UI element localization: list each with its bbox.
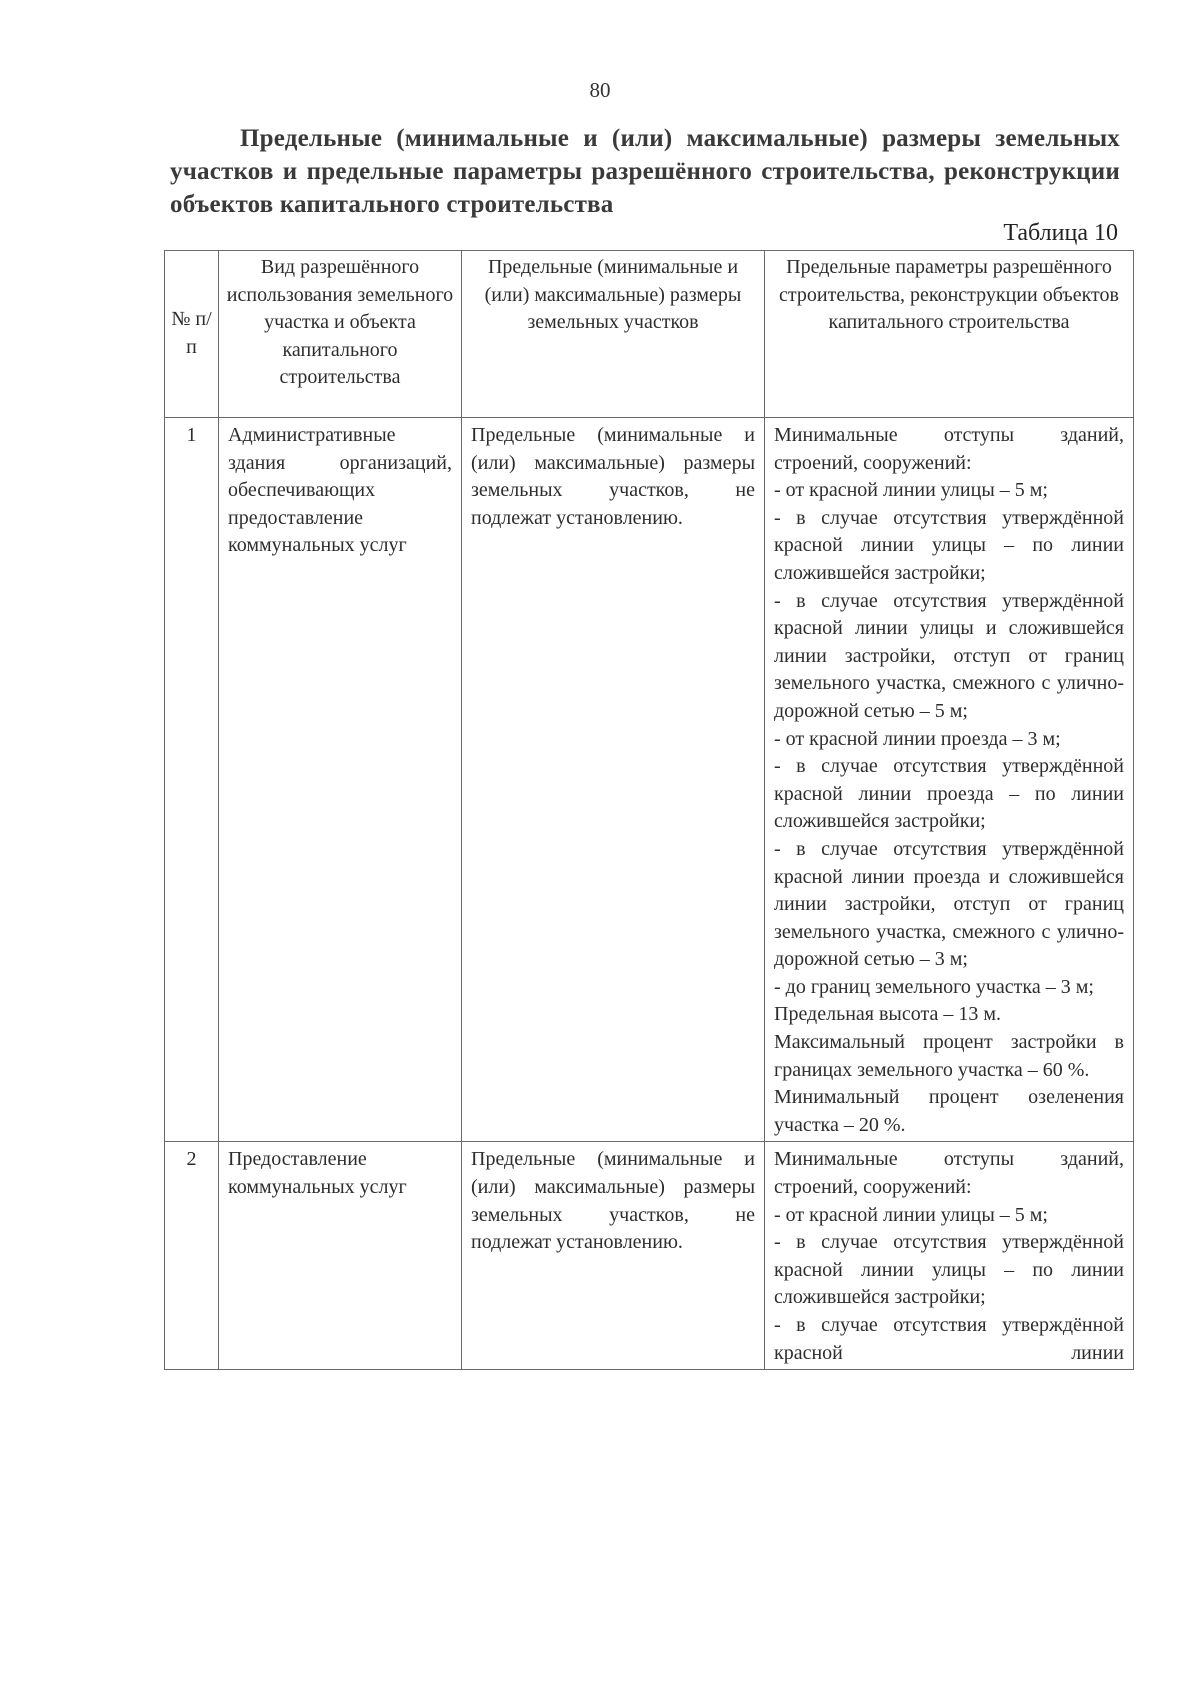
param-line: - от красной линии улицы – 5 м;	[774, 1203, 1048, 1226]
page-number: 80	[589, 78, 611, 102]
param-line: - в случае отсутствия утверждённой красной линии	[774, 1314, 1124, 1364]
param-line: - в случае отсутствия утверждённой красной линии проезда и сложившейся линии застройки, отступ от границ земельного участка, смежного с улично-дорожной сетью – 3 м;	[774, 837, 1124, 971]
param-line: - от красной линии улицы – 5 м;	[774, 479, 1048, 502]
table-caption: Таблица 10	[1003, 220, 1118, 246]
header-plot-size: Предельные (минимальные и (или) максимальные) размеры земельных участков	[462, 251, 765, 418]
document-title: Предельные (минимальные и (или) максимальные) размеры земельных участков и предельные параметры разрешённого строительства, реконструкции объектов капитального строительства	[170, 125, 1120, 218]
row-build-params	[765, 418, 1134, 1142]
param-line: - в случае отсутствия утверждённой красной линии улицы и сложившейся линии застройки, отступ от границ земельного участка, смежного с улично-дорожной сетью – 5 м;	[774, 589, 1124, 722]
table-row	[165, 1142, 1134, 1370]
row-plot-size: Предельные (минимальные и (или) максимальные) размеры земельных участков, не подлежат установлению.	[462, 418, 765, 1142]
row-use-type: Предоставление коммунальных услуг	[219, 1142, 462, 1370]
header-number: № п/п	[165, 251, 219, 418]
param-line: - в случае отсутствия утверждённой красной линии проезда – по линии сложившейся застройки;	[774, 755, 1124, 833]
zoning-parameters-table	[164, 250, 1134, 1370]
param-line: Минимальные отступы зданий, строений, сооружений:	[774, 1148, 1124, 1199]
param-line: Минимальный процент озеленения участка – 20 %.	[774, 1086, 1124, 1136]
param-line: Минимальные отступы зданий, строений, сооружений:	[774, 424, 1124, 474]
table-row	[165, 418, 1134, 1142]
param-line: - от красной линии проезда – 3 м;	[774, 727, 1061, 750]
param-line: - в случае отсутствия утверждённой красной линии улицы – по линии сложившейся застройки;	[774, 1231, 1124, 1309]
row-plot-size: Предельные (минимальные и (или) максимальные) размеры земельных участков, не подлежат установлению.	[462, 1142, 765, 1370]
param-line: Максимальный процент застройки в границах земельного участка – 60 %.	[774, 1031, 1124, 1081]
row-number: 1	[165, 418, 219, 1142]
row-number: 2	[165, 1142, 219, 1370]
table-header-row	[165, 251, 1134, 418]
param-line: - до границ земельного участка – 3 м;	[774, 975, 1094, 998]
header-use-type: Вид разрешённого использования земельного участка и объекта капитального строительства	[219, 251, 462, 418]
header-build-params: Предельные параметры разрешённого строительства, реконструкции объектов капитального строительства	[765, 251, 1134, 418]
row-build-params	[765, 1142, 1134, 1370]
row-use-type: Административные здания организаций, обеспечивающих предоставление коммунальных услуг	[219, 418, 462, 1142]
param-line: - в случае отсутствия утверждённой красной линии улицы – по линии сложившейся застройки;	[774, 506, 1124, 584]
param-line: Предельная высота – 13 м.	[774, 1003, 1002, 1026]
